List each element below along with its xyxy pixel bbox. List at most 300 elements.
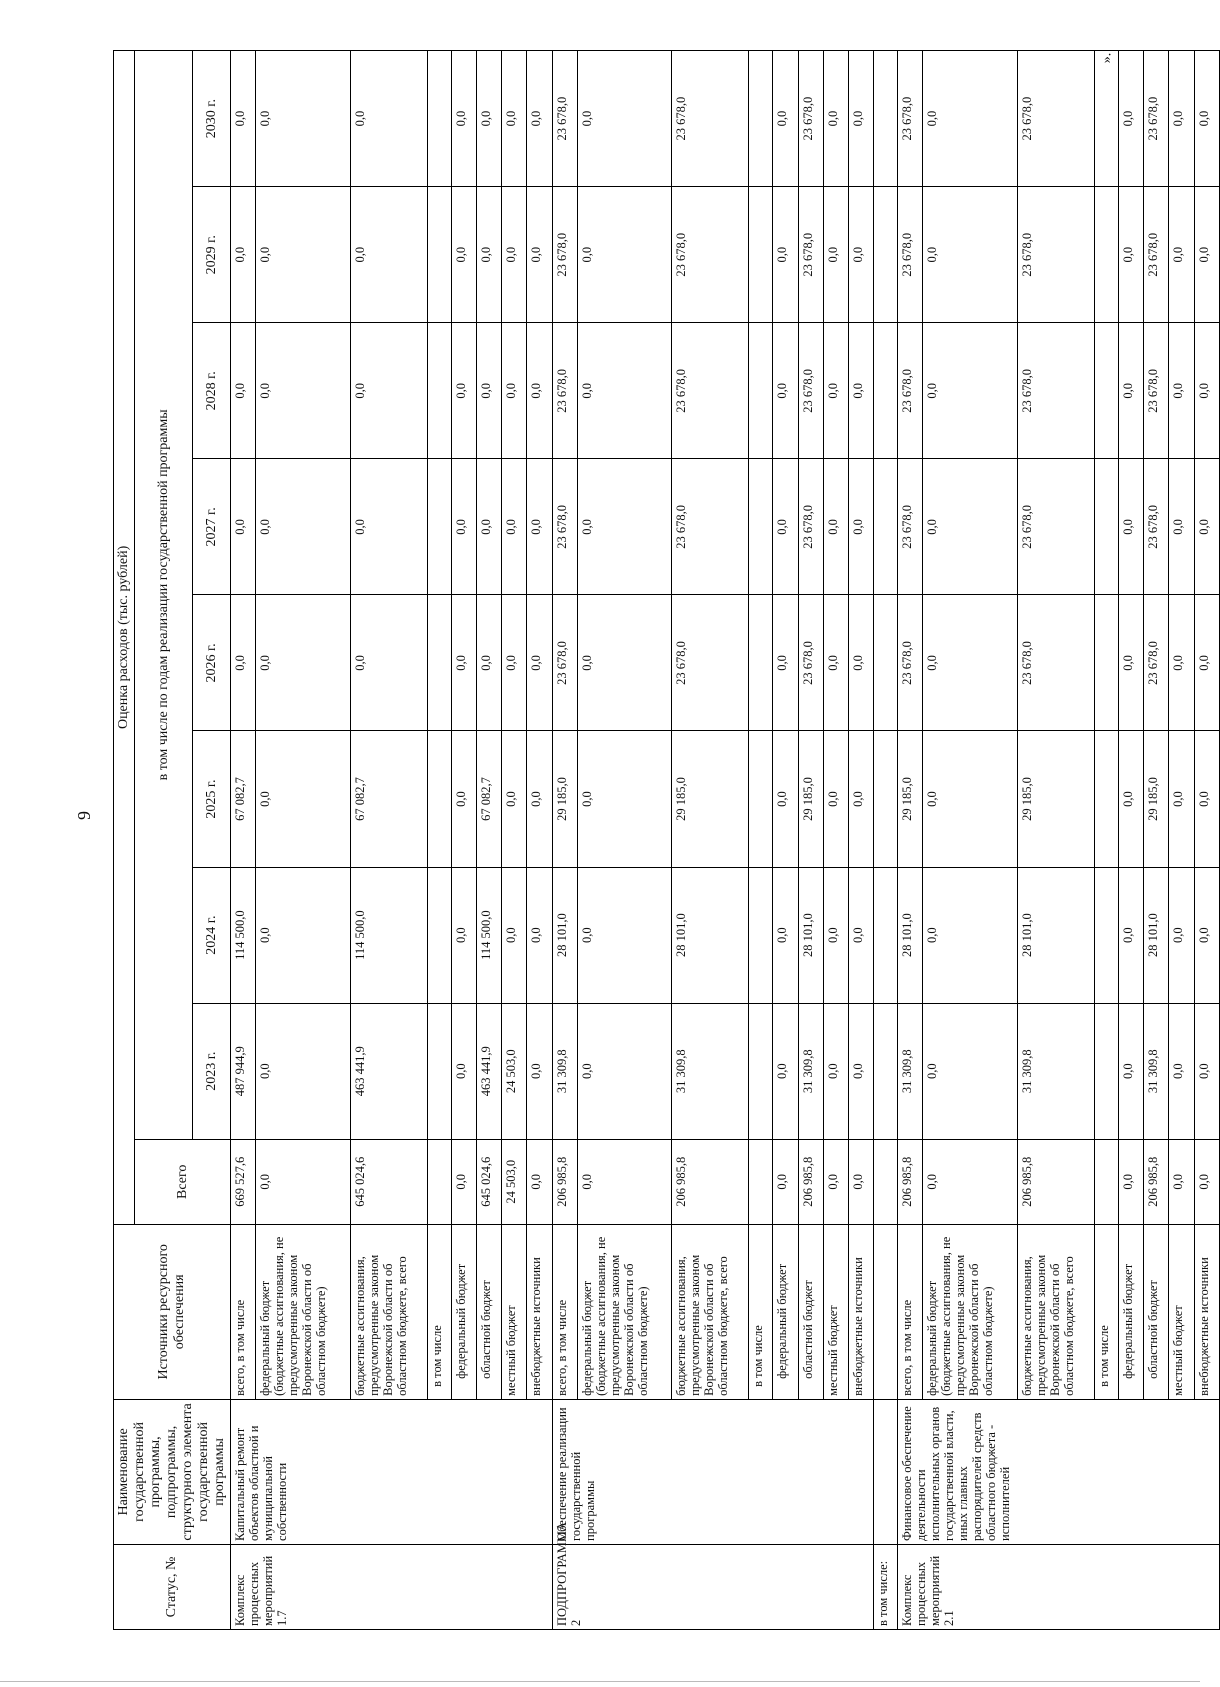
year-value-cell (749, 867, 773, 1003)
header-year: 2029 г. (193, 187, 231, 323)
source-cell: бюджетные ассигнования, предусмотренные законом Воронежской области об областном бюджете, всего (350, 1224, 427, 1399)
year-value-cell: 23 678,0 (1017, 459, 1094, 595)
source-cell: местный бюджет (823, 1224, 848, 1399)
source-cell: в том числе (427, 1224, 451, 1399)
year-value-cell: 0,0 (231, 459, 256, 595)
source-cell: в том числе (1094, 1224, 1118, 1399)
year-value-cell: 0,0 (527, 595, 552, 731)
year-value-cell: 0,0 (256, 731, 351, 867)
year-value-cell: 23 678,0 (672, 51, 749, 187)
year-value-cell: 0,0 (823, 323, 848, 459)
year-value-cell: 0,0 (923, 323, 1018, 459)
year-value-cell: 23 678,0 (898, 187, 923, 323)
year-value-cell: 0,0 (451, 867, 476, 1003)
year-value-cell (427, 323, 451, 459)
year-value-cell: 0,0 (1169, 1003, 1194, 1139)
source-cell: областной бюджет (798, 1224, 823, 1399)
year-value-cell: 0,0 (577, 867, 672, 1003)
header-year: 2030 г. (193, 51, 231, 187)
table-row (350, 51, 427, 1630)
year-value-cell: 23 678,0 (672, 595, 749, 731)
year-value-cell (749, 595, 773, 731)
year-value-cell: 0,0 (231, 595, 256, 731)
year-value-cell: 23 678,0 (1144, 51, 1169, 187)
year-value-cell: 23 678,0 (798, 459, 823, 595)
header-total: Всего (135, 1139, 231, 1224)
year-value-cell: 23 678,0 (552, 51, 577, 187)
header-year: 2024 г. (193, 867, 231, 1003)
year-value-cell: 0,0 (527, 459, 552, 595)
year-value-cell: 0,0 (1118, 51, 1143, 187)
year-value-cell: 114 500,0 (476, 867, 501, 1003)
table-row (773, 51, 798, 1630)
year-value-cell: 0,0 (823, 187, 848, 323)
header-name: Наименование государственной программы, подпрограммы, структурного элемента государственной программы (114, 1399, 231, 1544)
year-value-cell: 23 678,0 (1017, 187, 1094, 323)
table-row (1118, 51, 1143, 1630)
year-value-cell (1094, 595, 1118, 731)
total-value-cell: 0,0 (1118, 1139, 1143, 1224)
table-body (231, 51, 1220, 1630)
year-value-cell: 0,0 (1118, 187, 1143, 323)
year-value-cell (1094, 323, 1118, 459)
year-value-cell (427, 459, 451, 595)
year-value-cell: 0,0 (1118, 323, 1143, 459)
year-value-cell: 0,0 (823, 867, 848, 1003)
source-cell: областной бюджет (1144, 1224, 1169, 1399)
year-value-cell: 31 309,8 (1017, 1003, 1094, 1139)
year-value-cell: 0,0 (773, 459, 798, 595)
year-value-cell: 0,0 (256, 867, 351, 1003)
year-value-cell: 0,0 (1169, 323, 1194, 459)
table-row (1094, 51, 1118, 1630)
total-value-cell: 0,0 (256, 1139, 351, 1224)
table-row (898, 51, 923, 1630)
empty-cell (874, 867, 898, 1003)
header-status: Статус, № (114, 1544, 231, 1629)
year-value-cell: 0,0 (577, 187, 672, 323)
year-value-cell: 0,0 (848, 595, 873, 731)
year-value-cell: 0,0 (577, 323, 672, 459)
year-value-cell: 23 678,0 (898, 323, 923, 459)
total-value-cell: 0,0 (577, 1139, 672, 1224)
year-value-cell: 0,0 (231, 51, 256, 187)
year-value-cell: 0,0 (1194, 187, 1219, 323)
source-cell: всего, в том числе (552, 1224, 577, 1399)
year-value-cell: 0,0 (527, 867, 552, 1003)
year-value-cell: 23 678,0 (672, 187, 749, 323)
year-value-cell: 487 944,9 (231, 1003, 256, 1139)
year-value-cell: 0,0 (527, 1003, 552, 1139)
year-value-cell: 0,0 (451, 595, 476, 731)
total-value-cell (427, 1139, 451, 1224)
table-row (256, 51, 351, 1630)
year-value-cell: 0,0 (451, 1003, 476, 1139)
empty-cell (874, 1003, 898, 1139)
source-cell: внебюджетные источники (1194, 1224, 1219, 1399)
year-value-cell: 0,0 (451, 731, 476, 867)
year-value-cell (749, 187, 773, 323)
source-cell: федеральный бюджет (773, 1224, 798, 1399)
year-value-cell: 114 500,0 (350, 867, 427, 1003)
year-value-cell: 28 101,0 (552, 867, 577, 1003)
header-year: 2026 г. (193, 595, 231, 731)
year-value-cell: 0,0 (773, 867, 798, 1003)
total-value-cell: 645 024,6 (350, 1139, 427, 1224)
status-cell: ПОДПРОГРАММА 2 (552, 1544, 874, 1629)
year-value-cell: 0,0 (451, 187, 476, 323)
year-value-cell (1094, 731, 1118, 867)
source-cell: внебюджетные источники (848, 1224, 873, 1399)
year-value-cell: 0,0 (773, 323, 798, 459)
year-value-cell: 0,0 (256, 1003, 351, 1139)
table-row (798, 51, 823, 1630)
year-value-cell: 0,0 (923, 867, 1018, 1003)
empty-cell (874, 459, 898, 595)
table-row (427, 51, 451, 1630)
year-value-cell: 0,0 (923, 51, 1018, 187)
year-value-cell: 29 185,0 (898, 731, 923, 867)
year-value-cell (749, 731, 773, 867)
year-value-cell: 23 678,0 (898, 595, 923, 731)
total-value-cell: 206 985,8 (552, 1139, 577, 1224)
year-value-cell: 31 309,8 (672, 1003, 749, 1139)
year-value-cell: 0,0 (1194, 867, 1219, 1003)
year-value-cell: 0,0 (476, 187, 501, 323)
year-value-cell: 0,0 (823, 731, 848, 867)
year-value-cell: 23 678,0 (898, 51, 923, 187)
status-cell: Комплекс процессных мероприятий 1.7 (231, 1544, 553, 1629)
year-value-cell: 0,0 (1118, 595, 1143, 731)
source-cell: федеральный бюджет (451, 1224, 476, 1399)
source-cell: местный бюджет (1169, 1224, 1194, 1399)
year-value-cell: 0,0 (1194, 1003, 1219, 1139)
source-cell: местный бюджет (502, 1224, 527, 1399)
year-value-cell: 28 101,0 (798, 867, 823, 1003)
table-row (527, 51, 552, 1630)
total-value-cell: 645 024,6 (476, 1139, 501, 1224)
year-value-cell: 23 678,0 (552, 459, 577, 595)
year-value-cell: 0,0 (823, 459, 848, 595)
year-value-cell: 0,0 (451, 323, 476, 459)
table-row (1169, 51, 1194, 1630)
table-row (1017, 51, 1094, 1630)
year-value-cell (749, 323, 773, 459)
year-value-cell: 0,0 (476, 323, 501, 459)
table-row (749, 51, 773, 1630)
year-value-cell: 0,0 (231, 323, 256, 459)
year-value-cell: 0,0 (1194, 595, 1219, 731)
total-value-cell: 0,0 (451, 1139, 476, 1224)
year-value-cell: 0,0 (823, 51, 848, 187)
total-value-cell: 206 985,8 (1017, 1139, 1094, 1224)
year-value-cell: 23 678,0 (898, 459, 923, 595)
header-year: 2027 г. (193, 459, 231, 595)
year-value-cell: 29 185,0 (672, 731, 749, 867)
year-value-cell: 0,0 (1169, 51, 1194, 187)
year-value-cell: 0,0 (1194, 51, 1219, 187)
year-value-cell (1094, 51, 1118, 187)
year-value-cell: 0,0 (1169, 731, 1194, 867)
year-value-cell (427, 1003, 451, 1139)
year-value-cell: 0,0 (350, 51, 427, 187)
header-year: 2023 г. (193, 1003, 231, 1139)
year-value-cell: 0,0 (256, 187, 351, 323)
source-cell: федеральный бюджет (бюджетные ассигнования, не предусмотренные законом Воронежской области об областном бюджете) (256, 1224, 351, 1399)
year-value-cell: 23 678,0 (1144, 459, 1169, 595)
year-value-cell (749, 51, 773, 187)
year-value-cell: 0,0 (256, 459, 351, 595)
table-row (502, 51, 527, 1630)
total-value-cell: 0,0 (848, 1139, 873, 1224)
year-value-cell: 0,0 (502, 731, 527, 867)
table-row (451, 51, 476, 1630)
year-value-cell (427, 187, 451, 323)
empty-cell (874, 595, 898, 731)
year-value-cell: 31 309,8 (898, 1003, 923, 1139)
year-value-cell: 67 082,7 (350, 731, 427, 867)
year-value-cell: 0,0 (1118, 1003, 1143, 1139)
year-value-cell: 0,0 (350, 187, 427, 323)
source-cell: бюджетные ассигнования, предусмотренные законом Воронежской области об областном бюджете, всего (1017, 1224, 1094, 1399)
table-row (848, 51, 873, 1630)
total-value-cell (749, 1139, 773, 1224)
source-cell: всего, в том числе (231, 1224, 256, 1399)
year-value-cell: 28 101,0 (1017, 867, 1094, 1003)
year-value-cell: 0,0 (256, 595, 351, 731)
table-row (552, 51, 577, 1630)
year-value-cell: 23 678,0 (1144, 187, 1169, 323)
year-value-cell (749, 459, 773, 595)
year-value-cell: 0,0 (527, 731, 552, 867)
header-estimate: Оценка расходов (тыс. рублей) (114, 51, 135, 1225)
empty-cell (874, 1139, 898, 1224)
closing-quote: ». (1099, 52, 1115, 64)
year-value-cell: 23 678,0 (798, 187, 823, 323)
year-value-cell: 0,0 (502, 595, 527, 731)
year-value-cell: 0,0 (502, 459, 527, 595)
empty-cell (874, 187, 898, 323)
total-value-cell: 0,0 (823, 1139, 848, 1224)
header-year: 2028 г. (193, 323, 231, 459)
year-value-cell: 0,0 (848, 187, 873, 323)
year-value-cell: 23 678,0 (798, 51, 823, 187)
year-value-cell: 0,0 (773, 595, 798, 731)
year-value-cell: 0,0 (577, 459, 672, 595)
year-value-cell: 29 185,0 (1144, 731, 1169, 867)
year-value-cell (1094, 867, 1118, 1003)
year-value-cell: 29 185,0 (798, 731, 823, 867)
year-value-cell: 0,0 (848, 1003, 873, 1139)
year-value-cell: 31 309,8 (552, 1003, 577, 1139)
year-value-cell: 23 678,0 (798, 323, 823, 459)
year-value-cell: 29 185,0 (1017, 731, 1094, 867)
year-value-cell (1094, 1003, 1118, 1139)
year-value-cell: 0,0 (231, 187, 256, 323)
source-cell: областной бюджет (476, 1224, 501, 1399)
year-value-cell: 0,0 (256, 51, 351, 187)
total-value-cell: 206 985,8 (898, 1139, 923, 1224)
year-value-cell: 0,0 (476, 459, 501, 595)
year-value-cell (1094, 187, 1118, 323)
total-value-cell: 0,0 (527, 1139, 552, 1224)
year-value-cell: 23 678,0 (552, 595, 577, 731)
year-value-cell: 0,0 (1118, 867, 1143, 1003)
year-value-cell: 0,0 (1169, 595, 1194, 731)
year-value-cell: 0,0 (577, 51, 672, 187)
year-value-cell: 0,0 (923, 1003, 1018, 1139)
table-row (476, 51, 501, 1630)
year-value-cell: 23 678,0 (1017, 595, 1094, 731)
year-value-cell: 23 678,0 (1144, 323, 1169, 459)
year-value-cell: 0,0 (848, 459, 873, 595)
year-value-cell: 0,0 (823, 595, 848, 731)
source-cell: федеральный бюджет (бюджетные ассигнования, не предусмотренные законом Воронежской области об областном бюджете) (923, 1224, 1018, 1399)
year-value-cell: 0,0 (773, 731, 798, 867)
year-value-cell: 29 185,0 (552, 731, 577, 867)
year-value-cell: 463 441,9 (476, 1003, 501, 1139)
source-cell: федеральный бюджет (бюджетные ассигнования, не предусмотренные законом Воронежской области об областном бюджете) (577, 1224, 672, 1399)
year-value-cell: 0,0 (502, 187, 527, 323)
header-by-years: в том числе по годам реализации государственной программы (135, 51, 193, 1140)
year-value-cell: 114 500,0 (231, 867, 256, 1003)
year-value-cell: 67 082,7 (231, 731, 256, 867)
year-value-cell: 28 101,0 (672, 867, 749, 1003)
source-cell: в том числе (749, 1224, 773, 1399)
program-name-cell: Капитальный ремонт объектов областной и муниципальной собственности (231, 1399, 553, 1544)
year-value-cell: 0,0 (350, 595, 427, 731)
year-value-cell: 0,0 (848, 867, 873, 1003)
total-value-cell: 206 985,8 (1144, 1139, 1169, 1224)
year-value-cell (749, 1003, 773, 1139)
year-value-cell: 0,0 (1194, 323, 1219, 459)
year-value-cell: 0,0 (451, 51, 476, 187)
program-name-cell: Финансовое обеспечение деятельности исполнительных органов государственной власти, иных главных распорядителей средств областного бюджета - исполнителей (898, 1399, 1220, 1544)
year-value-cell: 0,0 (923, 731, 1018, 867)
year-value-cell: 0,0 (773, 187, 798, 323)
year-value-cell: 0,0 (848, 731, 873, 867)
table-row (672, 51, 749, 1630)
year-value-cell: 28 101,0 (898, 867, 923, 1003)
year-value-cell: 0,0 (923, 187, 1018, 323)
page-number: 9 (74, 811, 94, 820)
year-value-cell: 0,0 (923, 459, 1018, 595)
table-row (231, 51, 256, 1630)
year-value-cell: 24 503,0 (502, 1003, 527, 1139)
year-value-cell: 23 678,0 (1017, 51, 1094, 187)
year-value-cell: 0,0 (577, 595, 672, 731)
table-row (1194, 51, 1219, 1630)
year-value-cell: 0,0 (451, 459, 476, 595)
year-value-cell: 0,0 (350, 459, 427, 595)
year-value-cell (1094, 459, 1118, 595)
total-value-cell: 669 527,6 (231, 1139, 256, 1224)
year-value-cell: 0,0 (577, 731, 672, 867)
year-value-cell: 31 309,8 (798, 1003, 823, 1139)
year-value-cell (427, 595, 451, 731)
year-value-cell: 0,0 (1169, 867, 1194, 1003)
year-value-cell: 0,0 (823, 1003, 848, 1139)
year-value-cell: 0,0 (476, 51, 501, 187)
header-year: 2025 г. (193, 731, 231, 867)
total-value-cell (1094, 1139, 1118, 1224)
year-value-cell: 0,0 (1169, 187, 1194, 323)
year-value-cell: 0,0 (350, 323, 427, 459)
year-value-cell (427, 867, 451, 1003)
year-value-cell: 31 309,8 (1144, 1003, 1169, 1139)
table-row (1144, 51, 1169, 1630)
total-value-cell: 206 985,8 (798, 1139, 823, 1224)
year-value-cell: 23 678,0 (798, 595, 823, 731)
year-value-cell: 0,0 (256, 323, 351, 459)
year-value-cell: 0,0 (527, 51, 552, 187)
year-value-cell: 23 678,0 (552, 187, 577, 323)
source-cell: всего, в том числе (898, 1224, 923, 1399)
year-value-cell: 0,0 (848, 51, 873, 187)
year-value-cell (427, 731, 451, 867)
program-name-cell: Обеспечение реализации государственной программы (552, 1399, 874, 1544)
year-value-cell: 0,0 (1194, 459, 1219, 595)
year-value-cell: 23 678,0 (672, 323, 749, 459)
year-value-cell: 0,0 (1194, 731, 1219, 867)
year-value-cell: 0,0 (1118, 459, 1143, 595)
year-value-cell: 0,0 (1118, 731, 1143, 867)
table-row (823, 51, 848, 1630)
empty-cell (874, 1224, 898, 1399)
total-value-cell: 0,0 (923, 1139, 1018, 1224)
year-value-cell: 23 678,0 (1144, 595, 1169, 731)
year-value-cell: 23 678,0 (1017, 323, 1094, 459)
table-row (577, 51, 672, 1630)
source-cell: федеральный бюджет (1118, 1224, 1143, 1399)
table-row (923, 51, 1018, 1630)
table-header (114, 51, 231, 1630)
total-value-cell: 24 503,0 (502, 1139, 527, 1224)
year-value-cell: 0,0 (502, 51, 527, 187)
year-value-cell: 0,0 (848, 323, 873, 459)
year-value-cell: 0,0 (502, 867, 527, 1003)
year-value-cell: 0,0 (923, 595, 1018, 731)
source-cell: внебюджетные источники (527, 1224, 552, 1399)
scan-edge-line (0, 1681, 1200, 1682)
empty-cell (874, 51, 898, 187)
year-value-cell: 463 441,9 (350, 1003, 427, 1139)
empty-cell (874, 731, 898, 867)
budget-table (113, 50, 1220, 1630)
status-cell: Комплекс процессных мероприятий 2.1 (898, 1544, 1220, 1629)
header-sources: Источники ресурсного обеспечения (114, 1224, 231, 1399)
empty-cell (874, 323, 898, 459)
year-value-cell: 67 082,7 (476, 731, 501, 867)
year-value-cell: 28 101,0 (1144, 867, 1169, 1003)
year-value-cell: 0,0 (502, 323, 527, 459)
empty-cell (874, 1399, 898, 1544)
year-value-cell: 0,0 (1169, 459, 1194, 595)
total-value-cell: 0,0 (1169, 1139, 1194, 1224)
source-cell: бюджетные ассигнования, предусмотренные законом Воронежской области об областном бюджете, всего (672, 1224, 749, 1399)
year-value-cell: 0,0 (773, 1003, 798, 1139)
status-prefix: в том числе: (874, 1544, 898, 1629)
year-value-cell: 0,0 (577, 1003, 672, 1139)
year-value-cell (427, 51, 451, 187)
year-value-cell: 23 678,0 (672, 459, 749, 595)
year-value-cell: 23 678,0 (552, 323, 577, 459)
year-value-cell: 0,0 (773, 51, 798, 187)
year-value-cell: 0,0 (527, 187, 552, 323)
rotated-table-container (113, 50, 1211, 1630)
total-value-cell: 206 985,8 (672, 1139, 749, 1224)
total-value-cell: 0,0 (1194, 1139, 1219, 1224)
